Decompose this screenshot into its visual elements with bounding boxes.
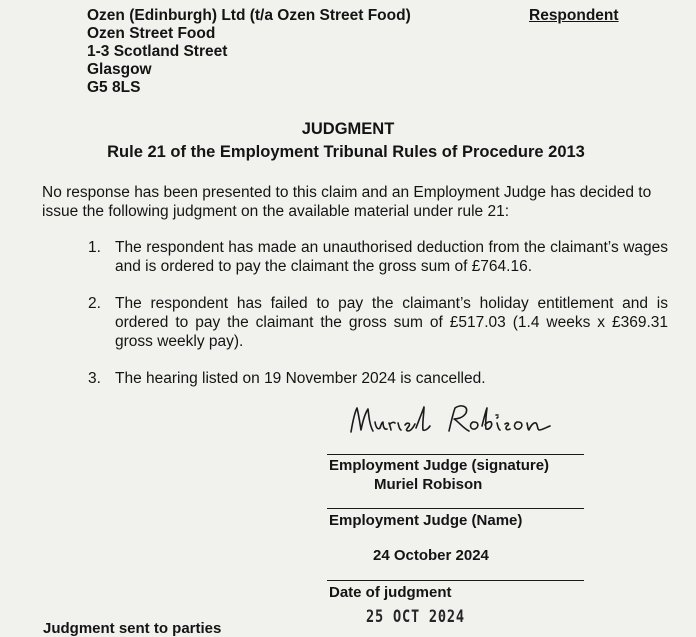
date-of-judgment-label: Date of judgment: [329, 584, 452, 601]
judge-name: Muriel Robison: [374, 476, 483, 493]
item-text: The respondent has failed to pay the claimant’s holiday entitlement and is ordered to pay the claimant the gross sum of £517.03 (1.4 weeks x £369.31 gross weekly pay).: [115, 295, 668, 350]
item-number: 3.: [88, 370, 101, 387]
address-line-street: 1-3 Scotland Street: [87, 43, 228, 60]
item-number: 2.: [88, 295, 101, 312]
date-line: [327, 580, 584, 581]
judgment-item: [88, 369, 668, 388]
date-stamp: 25 OCT 2024: [366, 607, 465, 627]
item-text: The hearing listed on 19 November 2024 is cancelled.: [115, 370, 486, 387]
judgment-item: [88, 294, 668, 351]
judgment-item: [88, 238, 668, 276]
intro-paragraph: No response has been presented to this claim and an Employment Judge has decided to issue the following judgment on the available material under rule 21:: [42, 184, 652, 220]
address-line-postcode: G5 8LS: [87, 79, 141, 96]
item-number: 1.: [88, 239, 101, 256]
address-line-trading-name: Ozen Street Food: [87, 25, 216, 42]
signature-label: Employment Judge (signature): [329, 457, 550, 474]
handwritten-signature: [345, 398, 585, 448]
name-line: [327, 508, 584, 509]
judge-name-label: Employment Judge (Name): [329, 512, 523, 529]
judgment-date: 24 October 2024: [373, 547, 489, 564]
judgment-subtitle: Rule 21 of the Employment Tribunal Rules of Procedure 2013: [107, 143, 585, 161]
sent-to-parties-label: Judgment sent to parties: [43, 620, 222, 637]
item-text: The respondent has made an unauthorised deduction from the claimant’s wages and is ordered to pay the claimant the gross sum of £764.16.: [115, 239, 668, 275]
address-line-city: Glasgow: [87, 61, 152, 78]
address-line-company: Ozen (Edinburgh) Ltd (t/a Ozen Street Food): [87, 7, 411, 24]
respondent-label: Respondent: [529, 7, 619, 24]
judgment-title: JUDGMENT: [301, 120, 395, 138]
signature-line: [327, 454, 584, 455]
